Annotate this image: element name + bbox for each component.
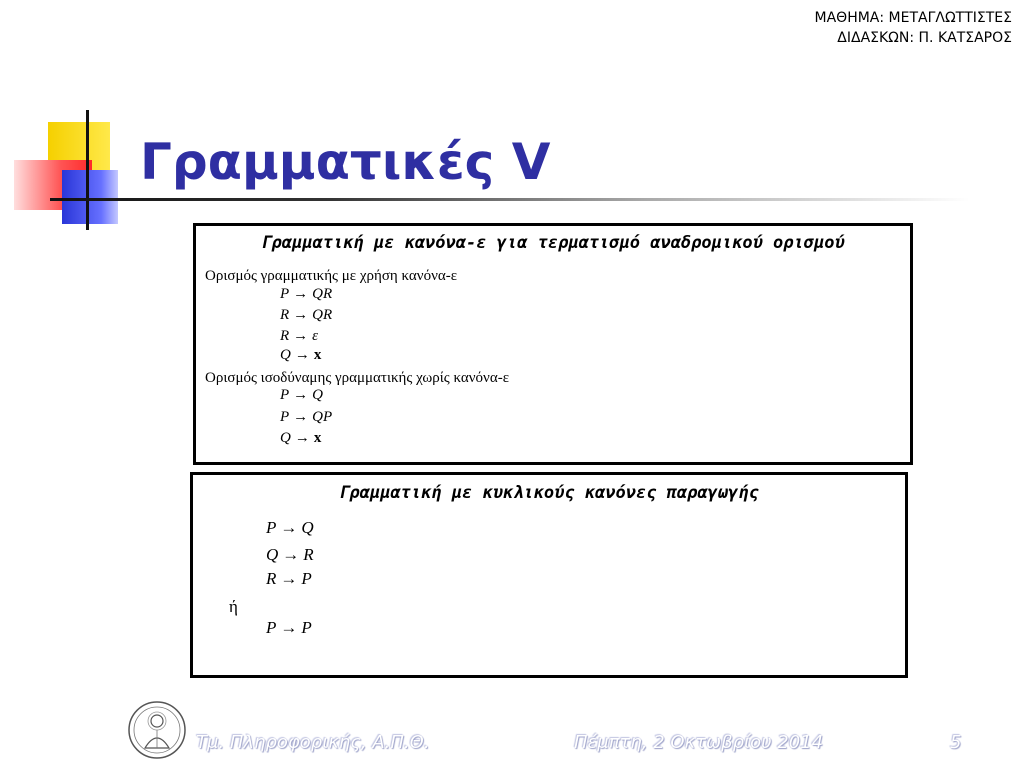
rule-rhs: P [301,569,312,588]
production-rule [266,569,312,589]
production-rule [280,409,332,426]
rule-rhs: Q [312,387,324,403]
no-epsilon-definition-label: Ορισμός ισοδύναμης γραμματικής χωρίς κανόνα-ε [205,370,509,386]
production-rule [280,347,321,364]
rule-lhs: P [266,618,277,637]
rule-lhs: P [280,387,290,403]
vertical-line-decoration [86,110,89,230]
course-header [815,8,1012,48]
rule-lhs: P [280,286,290,302]
epsilon-grammar-box [193,223,913,465]
slide-number: 5 [950,732,962,753]
rule-lhs: R [280,328,290,344]
rule-rhs: QP [312,409,333,425]
arrow-icon: → [293,286,309,302]
rule-lhs: P [266,518,277,537]
rule-lhs: Q [280,347,291,363]
rule-rhs: P [301,618,312,637]
rule-rhs: Q [301,518,314,537]
course-name: ΜΑΘΗΜΑ: ΜΕΤΑΓΛΩΤΤΙΣΤΕΣ [814,10,1012,26]
arrow-icon: → [293,328,309,344]
arrow-icon: → [293,387,309,403]
rule-lhs: R [266,569,277,588]
rule-rhs: QR [312,307,333,323]
production-rule [280,387,323,404]
cyclic-grammar-title: Γραμματική με κυκλικούς κανόνες παραγωγής [339,483,759,503]
production-rule [266,545,314,565]
rule-rhs: x [313,347,322,363]
cyclic-grammar-box [190,472,908,678]
production-rule [280,328,318,345]
production-rule [266,618,312,638]
production-rule [266,518,314,538]
production-rule [280,307,332,324]
arrow-icon: → [294,430,310,446]
epsilon-definition-label: Ορισμός γραμματικής με χρήση κανόνα-ε [205,268,458,284]
rule-lhs: Q [266,545,279,564]
or-text: ή [229,597,238,616]
rule-lhs: Q [280,430,291,446]
rule-rhs: R [303,545,314,564]
rule-lhs: R [280,307,290,323]
footer-department: Τμ. Πληροφορικής, Α.Π.Θ. [196,732,430,753]
arrow-icon: → [280,518,298,537]
title-underline [50,198,970,201]
arrow-icon: → [293,409,309,425]
arrow-icon: → [282,545,300,564]
instructor-name: ΔΙΔΑΣΚΩΝ: Π. ΚΑΤΣΑΡΟΣ [837,30,1012,46]
production-rule [280,286,332,303]
arrow-icon: → [293,307,309,323]
epsilon-grammar-title: Γραμματική με κανόνα-ε για τερματισμό αναδρομικού ορισμού [261,233,845,253]
slide-title: Γραμματικές V [140,133,551,191]
university-seal-icon [127,700,187,760]
blue-square-decoration [62,170,118,224]
arrow-icon: → [280,618,298,637]
footer-date: Πέμπτη, 2 Οκτωβρίου 2014 [574,732,824,753]
rule-rhs: x [313,430,322,446]
rule-lhs: P [280,409,290,425]
arrow-icon: → [294,347,310,363]
arrow-icon: → [280,569,298,588]
production-rule [280,430,321,447]
rule-rhs: ε [312,328,319,344]
rule-rhs: QR [312,286,333,302]
